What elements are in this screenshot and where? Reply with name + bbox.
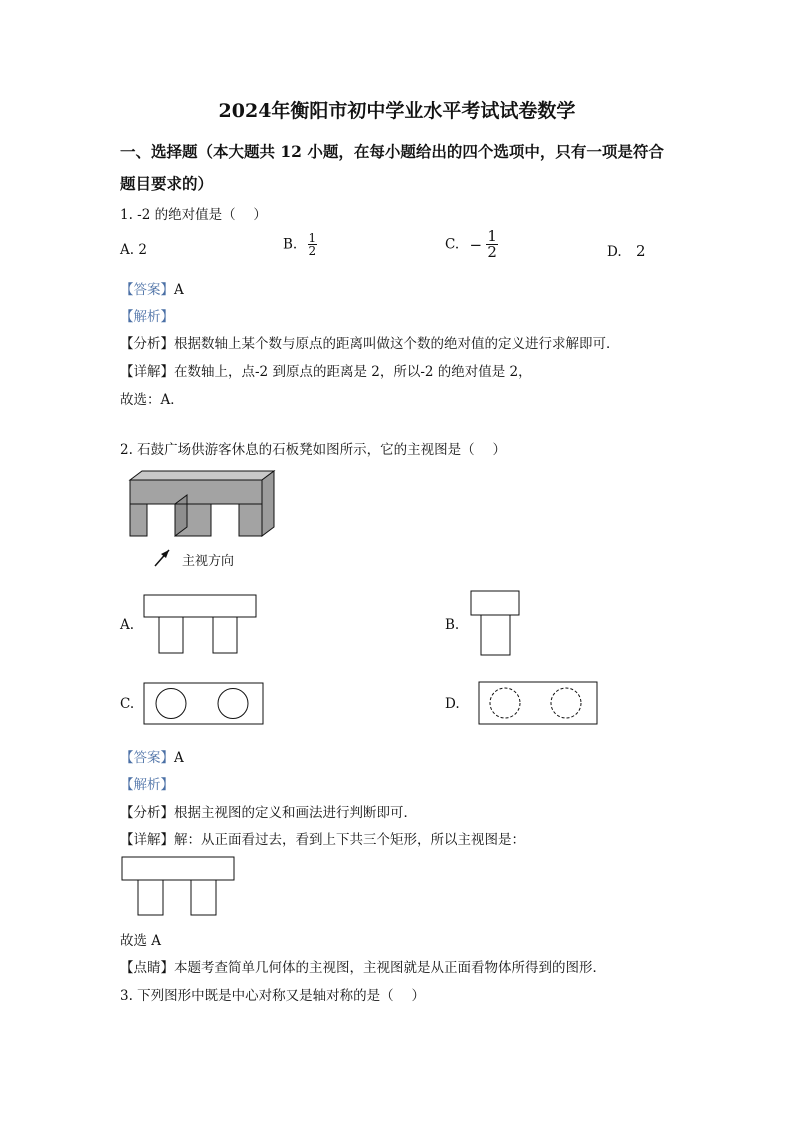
q2-detail bbox=[120, 828, 525, 848]
q1-fenxi-text: 根据数轴上某个数与原点的距离叫做这个数的绝对值的定义进行求解即可． bbox=[174, 336, 620, 352]
q2-stem: 2. 石鼓广场供游客休息的石板凳如图所示，它的主视图是（ ） bbox=[120, 442, 506, 458]
q1-answer bbox=[120, 278, 184, 298]
q2-front-view-figure bbox=[121, 856, 237, 918]
section-heading-line1: 一、选择题（本大题共 12 小题，在每小题给出的四个选项中，只有一项是符合 bbox=[120, 142, 664, 161]
q2-detail-text: 解：从正面看过去，看到上下共三个矩形，所以主视图是： bbox=[174, 832, 525, 848]
q1-choose: 故选：A． bbox=[120, 392, 184, 408]
figure-caption: 主视方向 bbox=[182, 554, 235, 569]
q3-stem: 3. 下列图形中既是中心对称又是轴对称的是（ ） bbox=[120, 988, 425, 1004]
q2-comment-text: 本题考查简单几何体的主视图，主视图就是从正面看物体所得到的图形． bbox=[174, 960, 606, 976]
q1-option-c-denominator: 2 bbox=[487, 243, 497, 261]
q1-option-a bbox=[120, 242, 147, 258]
q2-comment bbox=[120, 956, 606, 976]
q1-option-c-label: C. bbox=[445, 236, 460, 253]
q2-option-c-label: C. bbox=[120, 696, 135, 712]
q1-detail bbox=[120, 360, 532, 380]
q1-option-d bbox=[607, 242, 645, 260]
q1-option-c-fraction bbox=[486, 229, 498, 260]
q2-analysis-tag: 【解析】 bbox=[120, 777, 174, 793]
q2-fenxi-text: 根据主视图的定义和画法进行判断即可． bbox=[174, 805, 417, 821]
q2-answer-value: A bbox=[174, 750, 184, 766]
q2-detail-tag: 【详解】 bbox=[120, 832, 174, 848]
q1-answer-tag: 【答案】 bbox=[120, 282, 174, 298]
q1-option-b-denominator: 2 bbox=[308, 244, 317, 258]
q2-fenxi-tag: 【分析】 bbox=[120, 805, 174, 821]
page-title: 2024年衡阳市初中学业水平考试试卷数学 bbox=[218, 100, 576, 122]
q1-option-c-numerator: 1 bbox=[487, 227, 497, 245]
q1-option-b-fraction bbox=[308, 232, 318, 257]
q2-option-a-label: A. bbox=[120, 617, 135, 633]
q1-option-b-numerator: 1 bbox=[308, 231, 317, 245]
section-heading-line2: 题目要求的） bbox=[120, 174, 214, 193]
q2-answer bbox=[120, 746, 184, 766]
q1-detail-tag: 【详解】 bbox=[120, 364, 174, 380]
q1-fenxi bbox=[120, 332, 620, 352]
q1-option-b bbox=[283, 232, 317, 257]
q1-detail-text: 在数轴上，点-2 到原点的距离是 2，所以-2 的绝对值是 2， bbox=[174, 364, 532, 380]
q1-stem: 1. -2 的绝对值是（ ） bbox=[120, 207, 267, 223]
q2-option-b-label: B. bbox=[445, 617, 460, 633]
q2-option-c-figure bbox=[143, 682, 265, 726]
q1-option-d-label: D. bbox=[607, 244, 622, 260]
q1-option-b-label: B. bbox=[283, 236, 298, 253]
q1-answer-value: A bbox=[174, 282, 184, 298]
q2-comment-tag: 【点睛】 bbox=[120, 960, 174, 976]
q1-option-d-value: 2 bbox=[635, 242, 646, 260]
q1-analysis-tag: 【解析】 bbox=[120, 309, 174, 325]
q2-answer-tag: 【答案】 bbox=[120, 750, 174, 766]
q2-choose: 故选 A bbox=[120, 933, 162, 949]
q2-fenxi bbox=[120, 801, 417, 821]
q2-option-a-figure bbox=[143, 594, 258, 656]
q2-option-b-figure bbox=[470, 590, 522, 658]
q1-option-c bbox=[445, 229, 498, 260]
q2-option-d-figure bbox=[478, 681, 599, 726]
q1-fenxi-tag: 【分析】 bbox=[120, 336, 174, 352]
q1-option-c-sign: − bbox=[469, 235, 483, 254]
q2-option-d-label: D. bbox=[445, 696, 460, 712]
q1-option-a-value: 2 bbox=[138, 242, 147, 258]
q1-option-a-label: A. bbox=[120, 242, 135, 258]
